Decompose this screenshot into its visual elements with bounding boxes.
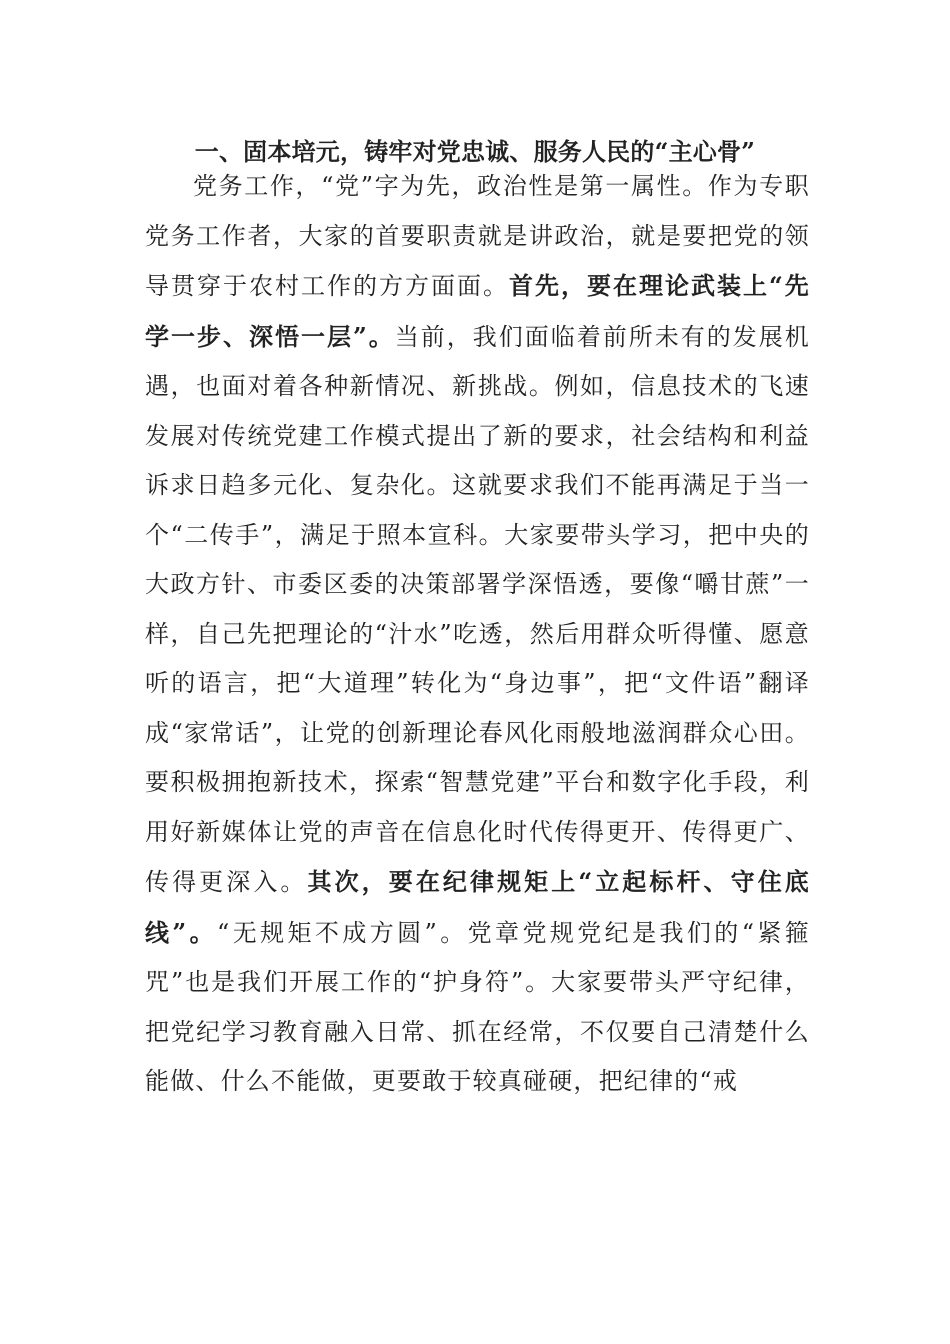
paragraph-text-1: 党务工作，“党”字为先，政治性是第一属性。作为专职党务工作者，大家的首要职责就是讲政治，就是要把党的领导贯穿于农村工作的方方面面。 — [145, 172, 810, 300]
paragraph-text-3: “无规矩不成方圆”。党章党规党纪是我们的“紧箍咒”也是我们开展工作的“护身符”。大家要带头严守纪律，把党纪学习教育融入日常、抓在经常，不仅要自己清楚什么能做、什么不能做，更要敢于较真碰硬，把纪律的“戒 — [145, 918, 810, 1095]
paragraph-bold-1: 首先，要在理论武装上“先学一步、深悟一层”。 — [145, 271, 810, 351]
section-heading: 一、固本培元，铸牢对党忠诚、服务人民的“主心骨” — [194, 137, 756, 166]
paragraph-bold-2: 其次，要在纪律规矩上“立起标杆、守住底线”。 — [145, 867, 810, 947]
body-paragraph — [145, 162, 810, 1107]
paragraph-text-2: 当前，我们面临着前所未有的发展机遇，也面对着各种新情况、新挑战。例如，信息技术的飞速发展对传统党建工作模式提出了新的要求，社会结构和利益诉求日趋多元化、复杂化。这就要求我们不能再满足于当一个“二传手”，满足于照本宣科。大家要带头学习，把中央的大政方针、市委区委的决策部署学深悟透，要像“嚼甘蔗”一样，自己先把理论的“汁水”吃透，然后用群众听得懂、愿意听的语言，把“大道理”转化为“身边事”，把“文件语”翻译成“家常话”，让党的创新理论春风化雨般地滋润群众心田。要积极拥抱新技术，探索“智慧党建”平台和数字化手段，利用好新媒体让党的声音在信息化时代传得更开、传得更广、传得更深入。 — [145, 322, 811, 896]
